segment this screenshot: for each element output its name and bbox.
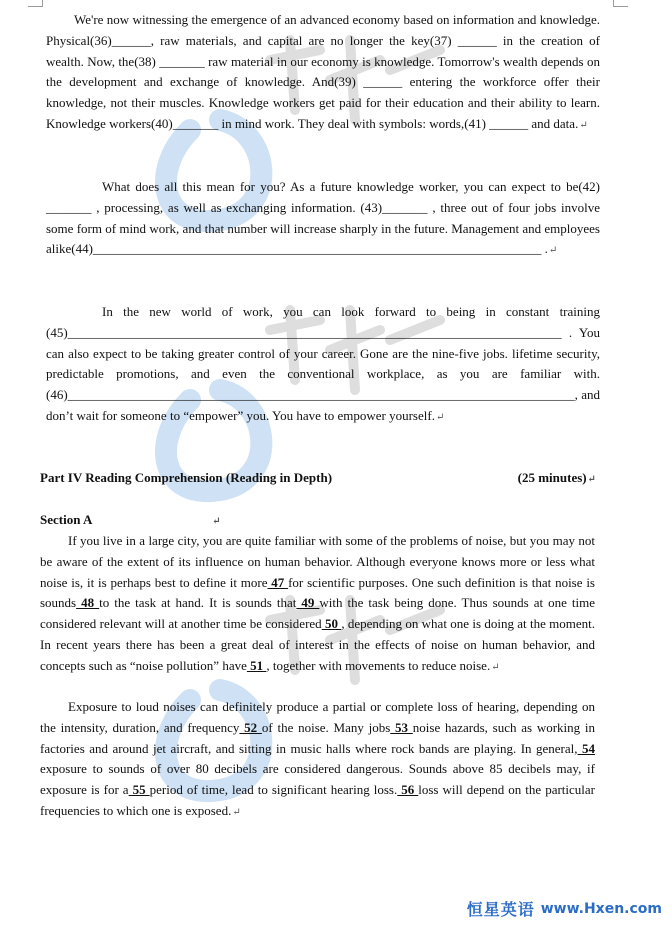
blank-50: 50 [321,616,342,632]
section-title: Section A [40,512,93,527]
page-corner-mark-left [28,0,43,7]
section-a-paragraph-2: Exposure to loud noises can definitely produce a partial or complete loss of hearing, depending on the intensity, duration, and frequency 52 of the noise. Many jobs 53 noise hazards, such as working in factories and around jet aircraft, and sitting in music halls where rock bands are playing. In general, 54 exposure to sounds of over 80 decibels are considered dangerous. Sounds above 85 decibels may, if exposure is for a 55 period of time, lead to significant hearing loss. 56 loss will depend on the particular frequencies to which one is exposed.↵ [40,699,596,818]
passage-paragraph-3: In the new world of work, you can look forward to being in constant training (45)____________________________________________________________________________ . You can also expect to be taking greater control of your career. Gone are the nine-five jobs. lifetime security, predictable promotions, and even the conventional workplace, as you are familiar with. (46)______________________________________________________________________________, and don’t wait for someone to “empower” you. You have to empower yourself.↵ [46,304,600,423]
section-heading: Section A ↵ [40,512,221,527]
blank-52: 52 [239,719,262,735]
blank-47: 47 [267,574,289,590]
section-a-paragraph-1: If you live in a large city, you are quite familiar with some of the problems of noise, but you may not be aware of the extent of its influence on human behavior. Although everyone knows more or less what noise is, it is perhaps best to define it more 47 for scientific purposes. One such definition is that noise is sounds 48 to the task at hand. It is sounds that 49 with the task being done. Thus sounds at one time considered relevant will at another time be considered 50 , depending on what one is doing at the moment. In recent years there has been a great deal of interest in the effects of noise on human behavior, and concepts such as “noise pollution” have 51 , together with movements to reduce noise.↵ [40,533,596,673]
passage-paragraph-2: What does all this mean for you? As a future knowledge worker, you can expect to be(42) _______ , processing, as well as exchanging information. (43)_______ , three out of four jobs involve some form of mind work, and that number will increase sharply in the future. Management and employees alike(44)_____________________________________________________________________ .↵ [46,179,600,257]
blank-56: 56 [397,782,419,798]
part-title: Part IV Reading Comprehension (Reading in Depth) [40,470,333,485]
part-heading: Part IV Reading Comprehension (Reading in Depth) (25 minutes)↵ [40,470,596,485]
blank-48: 48 [76,595,100,611]
blank-53: 53 [390,719,413,735]
blank-54: 54 [577,740,596,756]
page-corner-mark-right [613,0,628,7]
passage-paragraph-1: We're now witnessing the emergence of an advanced economy based on information and knowledge. Physical(36)______, raw materials, and capital are no longer the key(37) ______ in the creation of wealth. Now, the(38) _______ raw material in our economy is knowledge. Tomorrow's wealth depends on the development and exchange of knowledge. And(39) ______ entering the workforce offer their knowledge, not their muscles. Knowledge workers get paid for their education and their ability to learn. Knowledge workers(40)_______ in mind work. They deal with symbols: words,(41) ______ and data.↵ [46,12,600,131]
blank-49: 49 [296,595,320,611]
blank-51: 51 [246,657,267,673]
brand-name: 恒星英语 [466,900,535,919]
part-time: (25 minutes) [517,470,587,485]
footer-brand [467,897,662,920]
blank-55: 55 [128,782,150,798]
brand-url[interactable]: www.Hxen.com [540,900,662,917]
